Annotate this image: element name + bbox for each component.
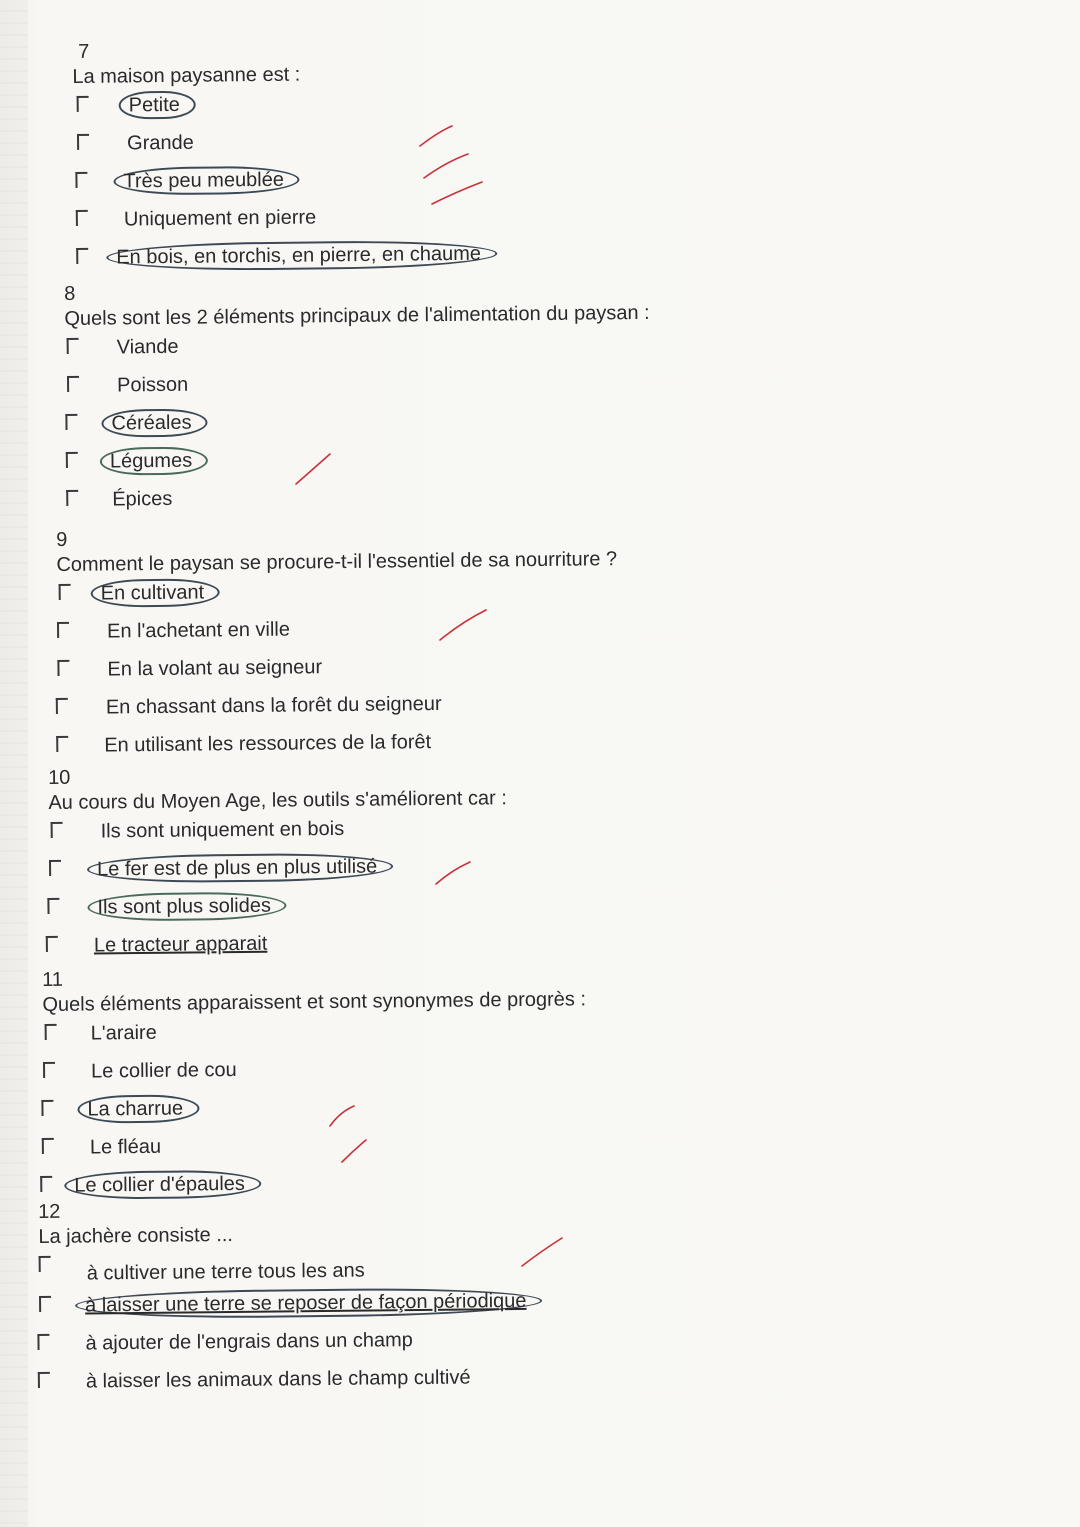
option-label: En chassant dans la forêt du seigneur [105, 692, 442, 719]
question-text: Comment le paysan se procure-t-il l'essentiel de sa nourriture ? [56, 548, 618, 576]
option-label: En la volant au seigneur [107, 656, 323, 681]
option-label: Grande [126, 131, 194, 155]
option-label: Ils sont plus solides [87, 892, 287, 922]
option-label: Épices [112, 487, 173, 511]
check-mark-q8 [296, 454, 330, 484]
check-mark-q7 [420, 126, 482, 204]
option-label: Viande [116, 335, 179, 359]
option-label: Très peu meublée [113, 166, 300, 196]
option-label: Céréales [101, 409, 207, 438]
option-label: En bois, en torchis, en pierre, en chaume [106, 240, 497, 272]
option-label: Le collier d'épaules [64, 1170, 261, 1200]
option-label: En utilisant les ressources de la forêt [104, 731, 432, 757]
option-label: Uniquement en pierre [123, 206, 317, 231]
option-label: Petite [119, 91, 196, 120]
option-label: Le fléau [89, 1135, 162, 1159]
option-label: à laisser une terre se reposer de façon périodique [75, 1287, 543, 1320]
question-text: Au cours du Moyen Age, les outils s'améliorent car : [48, 787, 507, 814]
option-label: Légumes [100, 447, 209, 476]
option-label: En cultivant [91, 578, 221, 607]
option-label: à cultiver une terre tous les ans [86, 1259, 365, 1285]
question-number: 8 [64, 282, 76, 305]
question-text: Quels éléments apparaissent et sont synonymes de progrès : [42, 988, 587, 1016]
question-number: 9 [56, 528, 68, 551]
option-label: Le collier de cou [90, 1058, 237, 1083]
check-mark-q10 [436, 862, 470, 884]
option-label: Poisson [116, 373, 189, 397]
check-mark-q12 [522, 1238, 562, 1266]
question-text: La jachère consiste ... [38, 1223, 234, 1248]
question-number: 10 [48, 766, 71, 789]
check-mark-q9 [440, 610, 486, 640]
option-label: Le tracteur apparait [93, 932, 268, 957]
option-label: La charrue [77, 1094, 199, 1123]
option-label: Le fer est de plus en plus utilisé [87, 852, 393, 883]
check-mark-q11 [330, 1106, 366, 1162]
question-number: 12 [38, 1200, 61, 1223]
option-label: à laisser les animaux dans le champ cultivé [85, 1366, 471, 1393]
question-text: Quels sont les 2 éléments principaux de l'alimentation du paysan : [64, 301, 650, 330]
option-label: En l'achetant en ville [106, 618, 291, 643]
question-text: La maison paysanne est : [72, 63, 301, 88]
option-label: Ils sont uniquement en bois [100, 817, 345, 843]
option-label: à ajouter de l'engrais dans un champ [85, 1329, 413, 1355]
question-number: 11 [42, 968, 64, 991]
option-label: L'araire [90, 1021, 157, 1045]
question-number: 7 [78, 40, 90, 63]
